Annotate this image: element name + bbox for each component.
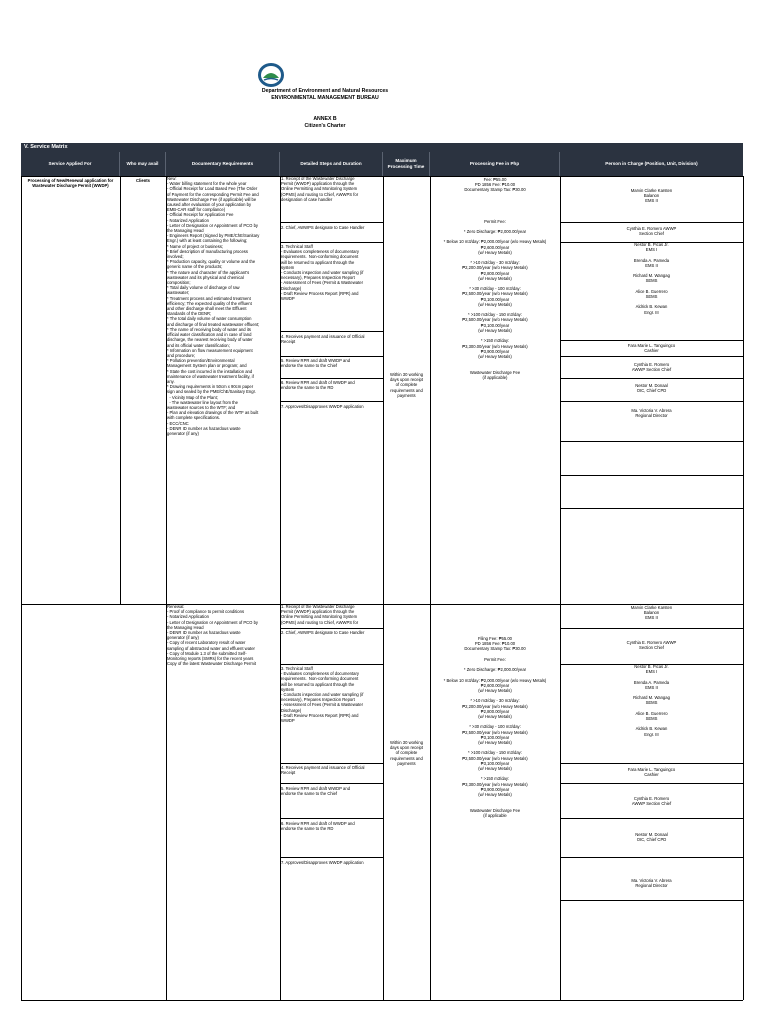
renewal-step-6: 6. Review RPR and draft of WWDP and endorse the same to the RD <box>281 821 355 832</box>
denr-logo-icon <box>256 62 286 88</box>
step-6: 6. Review RPR and draft of WWDP and endorse the same to the RD <box>281 380 355 391</box>
renewal-person-5: Cynthia E. Romero AWWP Section Chief <box>631 796 672 807</box>
renewal-step-7: 7. Approves/Disapproves WWDP application <box>281 860 364 865</box>
processing-fee: Fee: ₱55.00 PD 1856 Fee: ₱10.00 Documentary Stamp Tax: ₱30.00 Permit Fee: * Zero Discharge: ₱2,000.00/year * Below 10 m3/day: ₱2,000.00/year (w/o Heavy Metals) ₱2,600.00/year (w/ Heavy Metals) * >10 m3/day - 30 m3/day: ₱2,200.00/year (w/o Heavy Metals) ₱2,800.00/year (w/ Heavy Metals) * >30 m3/day - 100 m3/day: ₱2,500.00/year (w/o Heavy Metals) ₱3,100.00/year (w/ Heavy Metals) * >100 m3/day - 150 m3/day: ₱2,500.00/year (w/o Heavy Metals) ₱3,100.00/year (w/ Heavy Metals) * >150 m3/day: ₱3,300.00/year (w/o Heavy Metals) ₱3,900.00/year (w/ Heavy Metals) Wastewater Discharge Fee (if applicable) <box>443 177 547 380</box>
service-applied: Processing of New/Renewal application for Wastewater Discharge Permit (WWDP) <box>27 178 115 189</box>
person-4: Fara Marie L. Tanguingco Cashier <box>627 343 676 354</box>
max-processing-time: Within 30 working days upon receipt of complete requirements and payments <box>389 372 424 398</box>
person-7: Ma. Victoria V. Abrera Regional Director <box>631 408 672 419</box>
col-steps: Detailed Steps and Duration <box>280 152 383 176</box>
who-may-avail: Clients <box>136 178 150 183</box>
section-title: V. Service Matrix <box>21 143 743 152</box>
agency-name: Department of Environment and Natural Resources <box>261 88 389 94</box>
renewal-step-5: 5. Review RPR and draft WWDP and endorse the same to the Chief <box>281 786 351 797</box>
step-1: 1. Receipt of the Wastewater Discharge Permit (WWDP) application through the Online Permitting and Monitoring System (OPMS) and routing to Chief, AWWPS for designation of case handler <box>281 176 359 202</box>
step-7: 7. Approves/Disapproves WWDP application <box>281 404 364 409</box>
person-1: Marvin Clarke Karsten Balanon EMS II <box>630 188 673 204</box>
renewal-max-processing-time: Within 30 working days upon receipt of complete requirements and payments <box>389 740 424 766</box>
person-5: Cynthia E. Romero AWWP Section Chief <box>631 362 672 373</box>
requirements-renewal: Renewal: - Proof of compliance to permit conditions - Notarized Application - Letter of Designation or Appointment of PCO by the Managing Head - DENR ID number as hazardous waste generator (if any) - Copy of recent Laboratory result of water sampling of abstracted water and effluent water - Copy of Module 1.3 of the submitted Self- Monitoring reports (SMRs) for the recent years Copy of the latest Wastewater Discharge Permit <box>167 604 259 667</box>
col-who: Who may avail <box>120 152 166 176</box>
requirements-new: New: - Water billing statement for the whole year - Official Receipt for Load Based Fee (The Order of Payment for the corresponding Permit Fee and Wastewater Discharge Fee (if applicable) will be caused after evaluation of your application by EMB-CAR staff for compliance) - Official Receipt for Application Fee - Notarized Application - Letter of Designation or Appointment of PCO by the Managing Head - Engineers Report (Signed by PME/ChE/Sanitary Engr.) with at least containing the following; * Name of project or business; * Brief description of manufacturing process involved; * Production capacity, quality or volume and the generic name of the products; * The nature and character of the applicant's wastewater and its physical and chemical composition; * Total daily volume of discharge of raw wastewater; * Treatment process and estimated treatment efficiency; The expected quality of the effluent and other discharge shall meet the Effluent standards of the DENR; * The total daily volume of water consumption and discharge of final treated wastewater effluent; * The name of receiving body of water and its official water classification and in case of land discharge, the nearest receiving body of water and its official water classification; * Information on flow measurement equipment and procedure; * Pollution prevention/Environmental Management System plan or program; and * State the cost incurred in the installation and maintenance of wastewater treatment facility, if any. * Drawing requirements in 50cm x 90cm paper sign and sealed by the PME/ChE/Sanitary Engr. - Vicinity Map of the Plant; - The wastewater line layout from the wastewater sources to the WTF; and - Plan and elevation drawings of the WTF as built with complete specifications. - ECC/CNC - DENR ID number as hazardous waste generator (if any) <box>167 176 260 436</box>
charter-title: Citizen's Charter <box>304 123 346 129</box>
renewal-step-1: 1. Receipt of the Wastewater Discharge Permit (WWDP) application through the Online Permitting and Monitoring System (OPMS) and routing to Chief, AWWPS for <box>281 604 359 625</box>
renewal-processing-fee: Filing Fee: ₱55.00 PD 1856 Fee: ₱10.00 Documentary Stamp Tax: ₱30.00 Permit Fee: * Zero Discharge: ₱2,000.00/year * Below 10 m3/day: ₱2,000.00/year (w/o Heavy Metals) ₱2,600.00/year (w/ Heavy Metals) * >10 m3/day - 30 m3/day: ₱2,200.00/year (w/o Heavy Metals) ₱2,800.00/year (w/ Heavy Metals) * >30 m3/day - 100 m3/day: ₱2,500.00/year (w/o Heavy Metals) ₱3,100.00/year (w/ Heavy Metals) * >100 m3/day - 150 m3/day: ₱2,500.00/year (w/o Heavy Metals) ₱3,100.00/year (w/ Heavy Metals) * >150 m3/day: ₱3,300.00/year (w/o Heavy Metals) ₱3,900.00/year (w/ Heavy Metals) Wastewater Discharge Fee (if applicable <box>443 636 547 818</box>
step-5: 5. Review RPR and draft WWDP and endorse the same to the Chief <box>281 358 351 369</box>
person-3: Nestor B. Picas Jr. EMS I Brenda A. Pameda EMS II Richard M. Wangag SEMS Alice B. Guerrero SEMS Aldrick B. Kewan Engr. III <box>633 242 670 315</box>
renewal-person-2: Cynthia E. Romero AWWP Section Chief <box>626 640 677 651</box>
step-4: 4. Receives payment and issuance of Official Receipt <box>281 334 365 345</box>
renewal-person-4: Fara Marie L. Tanguingco Cashier <box>627 767 676 778</box>
step-3: 3. Technical Staff - Evaluates completeness of documentary requirements. Non-conforming document will be returned to applicant through the system - Conducts inspection and water sampling (if necessary), Prepares Inspection Report - Assessment of Fees (Permit & Wastewater Discharge) - Draft Review Process Report (RPR) and WWDP <box>281 244 364 302</box>
bureau-name: ENVIRONMENTAL MANAGEMENT BUREAU <box>271 95 379 101</box>
renewal-step-4: 4. Receives payment and issuance of Official Receipt <box>281 765 365 776</box>
step-2: 2. Chief, AWWPS designate to Case Handler <box>281 225 365 230</box>
person-2: Cynthia E. Romero AWWP Section Chief <box>626 226 677 237</box>
renewal-person-6: Nestor M. Donaal OIC, Chief CPD <box>635 832 668 843</box>
col-max-time: Maximum Processing Time <box>383 152 430 176</box>
col-requirements: Documentary Requirements <box>166 152 280 176</box>
annex-label: ANNEX B <box>313 116 337 122</box>
renewal-person-1: Marvin Clarke Karsten Balanon EMS II <box>630 605 673 621</box>
col-fee: Processing Fee in Php <box>430 152 560 176</box>
person-6: Nestor M. Donaal OIC, Chief CPD <box>635 383 668 394</box>
renewal-step-3: 3. Technical Staff - Evaluates completeness of documentary requirements. Non-conforming document will be returned to applicant through the system - Conducts inspection and water sampling (if necessary), Prepares Inspection Report - Assessment of Fees (Permit & Wastewater Discharge) - Draft Review Process Report (RPR) and WWDP <box>281 666 364 724</box>
col-person: Person in Charge (Position, Unit, Division) <box>560 152 743 176</box>
col-service: Service Applied For <box>21 152 120 176</box>
renewal-person-7: Ma. Victoria V. Abrera Regional Director <box>631 878 672 889</box>
renewal-person-3: Nestor B. Picas Jr. EMS I Brenda A. Pameda EMS II Richard M. Wangag SEMS Alice B. Guerrero SEMS Aldrick B. Kewan Engr. III <box>633 664 670 737</box>
renewal-step-2: 2. Chief, AWWPS designate to Case Handler <box>281 630 365 635</box>
